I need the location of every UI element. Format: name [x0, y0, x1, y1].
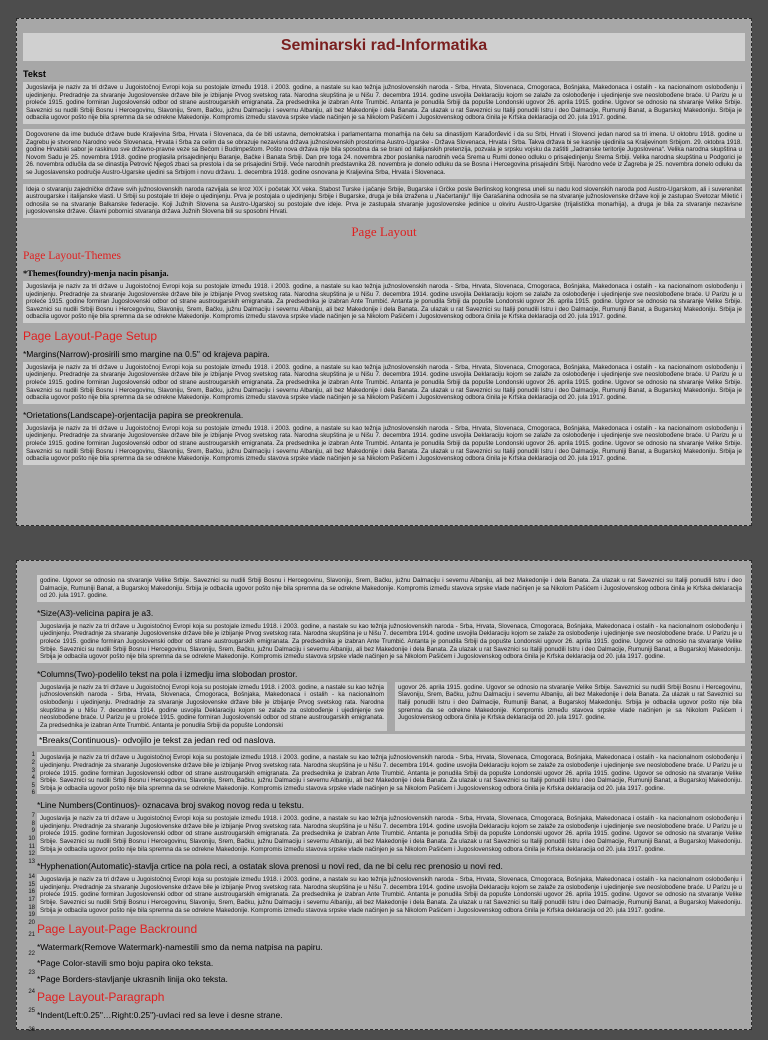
themes-note: *Themes(foundry)-menja nacin pisanja.	[23, 267, 169, 278]
line-numbered-block	[28, 874, 745, 926]
two-column-block	[37, 682, 745, 732]
background-heading: Page Layout-Page Backround	[37, 922, 198, 937]
body-paragraph: Jugoslavija je naziv za tri države u Jugoistočnoj Evropi koja su postojale između 1918. i 2003. godine, a nastale su kao težnja južnoslovenskih naroda - Srba, Hrvata, Slovenaca, Crnogoraca, Bošnjaka, Makedonaca i ostalih - ka nacionalnom oslobođenju i ujedinjenju. Predradnje za stvaranje Jugoslovenske države bile je izbijanje Prvog svetskog rata. Narodna skupština je u Nišu 7. decembra 1914. godine usvojila Deklaraciju kojom se zalaže za oslobođenje i ujedinjenje sve neoslobođene braće. U Parizu je u proleće 1915. godine formiran Jugoslovenski odbor od strane austrougarskih emigranata. Za predsednika je izabran Ante Trumbić. Antanta je ponudila Srbiji da popušte Londonski ugovor 26. aprila 1915. godine. Ugovor se odnosio na stvaranje Velike Srbije. Saveznici su nudili Srbiji Bosnu i Hercegovinu, Slavoniju, Srem, Bačku, južnu Dalmaciju i severnu Albaniju, ali bez Makedonije i dela Banata. Za ulazak u rat Saveznici su Italiji ponudili Istru i deo Dalmacije, Rumuniji Banat, a Bugarskoj Makedoniju. Srbija je odbacila ugovor pošto nije bila spremna da se odrekne Makedonije. Kompromis između stavova srpske vlade načinjen je sa Nikolom Pašićem i Jugoslovenskog odbora činila je Krfska deklaracija od 20. jula 1917. godine.	[23, 281, 745, 323]
indent-note: *Indent(Left:0.25"…Right:0.25")-uvlaci red sa leve i desne strane.	[37, 1010, 283, 1021]
page-setup-heading: Page Layout-Page Setup	[23, 328, 158, 343]
page-color-note: *Page Color-stavili smo boju papira oko teksta.	[37, 958, 214, 969]
size-note: *Size(A3)-velicina papira je a3.	[37, 607, 154, 618]
margins-note: *Margins(Narrow)-prosirili smo margine na 0.5" od krajeva papira.	[23, 348, 270, 359]
line-number-gutter: 21 22 23 24 25 26	[28, 932, 35, 1034]
tekst-heading: Tekst	[23, 69, 46, 79]
body-paragraph: Ideja o stvaranju zajedničke države svih južnoslovenskih naroda razvijala se kroz XIX i početak XX veka. Stabost Turske i jačanje Srbije, Bugarske i Grčke posle Berlinskog kongresa uneli su nadu kod slovenskih naroda pod Austro-Ugarskom, ali i suverenitet austrougarske i italijanske vlasti. U Srbiji su postojale tri ideje o ujedinjenju. Prva je postojala o ujedinjenju Srbije i Bugarske, druga je bila izražena u „Načertaniju“ Ilije Garašanina odnosila se na stvaranje južnoslovenske države koji je zastupao Svetozar Miletić i odnosila se na stvaranje Balkanske federacije. Koji Južnih Slovena sa Austro-Ugarskoj su postojale dve ideje. Prva je zastupala stvaranje jugoslovenske jedinice u okviru Austro-Ugarske (trijalistička monarhija), a druga je bila za stvaranje nezavisne jugoslovenske države. Glavni pobornici stvaranja država Južnih Slovena bili su sposobni Hrvati.	[23, 184, 745, 218]
body-paragraph: Jugoslavija je naziv za tri države u Jugoistočnoj Evropi koja su postojale između 1918. i 2003. godine, a nastale su kao težnja južnoslovenskih naroda - Srba, Hrvata, Slovenaca, Crnogoraca, Bošnjaka, Makedonaca i ostalih - ka nacionalnom oslobođenju i ujedinjenju. Predradnje za stvaranje Jugoslovenske države bile je izbijanje Prvog svetskog rata. Narodna skupština je u Nišu 7. decembra 1914. godine usvojila Deklaraciju kojom se zalaže za oslobođenje i ujedinjenje sve neoslobođene braće. U Parizu je u proleće 1915. godine formiran Jugoslovenski odbor od strane austrougarskih emigranata. Za predsednika je izabran Ante Trumbić. Antanta je ponudila Srbiji da popušte Londonski ugovor 26. aprila 1915. godine. Ugovor se odnosio na stvaranje Velike Srbije. Saveznici su nudili Srbiji Bosnu i Hercegovinu, Slavoniju, Srem, Bačku, južnu Dalmaciju i severnu Albaniju, ali bez Makedonije i dela Banata. Za ulazak u rat Saveznici su Italiji ponudili Istru i deo Dalmacije, Rumuniji Banat, a Bugarskoj Makedoniju. Srbija je odbacila ugovor pošto nije bila spremna da se odrekne Makedonije. Kompromis između stavova srpske vlade načinjen je sa Nikolom Pašićem i Jugoslovenskog odbora činila je Krfska deklaracija od 20. jula 1917. godine.	[23, 82, 745, 124]
body-paragraph: Jugoslavija je naziv za tri države u Jugoistočnoj Evropi koja su postojale između 1918. i 2003. godine, a nastale su kao težnja južnoslovenskih naroda - Srba, Hrvata, Slovenaca, Crnogoraca, Bošnjaka, Makedonaca i ostalih - ka nacionalnom oslobođenju i ujedinjenju. Predradnje za stvaranje Jugoslovenske države bile je izbijanje Prvog svetskog rata. Narodna skupština je u Nišu 7. decembra 1914. godine usvojila Deklaraciju kojom se zalaže za oslobođenje i ujedinjenje sve neoslobođene braće. U Parizu je u proleće 1915. godine formiran Jugoslovenski odbor od strane austrougarskih emigranata. Za predsednika je izabran Ante Trumbić. Antanta je ponudila Srbiji da popušte Londonski ugovor 26. aprila 1915. godine. Ugovor se odnosio na stvaranje Velike Srbije. Saveznici su nudili Srbiji Bosnu i Hercegovinu, Slavoniju, Srem, Bačku, južnu Dalmaciju i severnu Albaniju, ali bez Makedonije i dela Banata. Za ulazak u rat Saveznici su Italiji ponudili Istru i deo Dalmacije, Rumuniji Banat, a Bugarskoj Makedoniju. Srbija je odbacila ugovor pošto nije bila spremna da se odrekne Makedonije. Kompromis između stavova srpske vlade načinjen je sa Nikolom Pašićem i Jugoslovenskog odbora činila je Krfska deklaracija od 20. jula 1917. godine.	[23, 423, 745, 465]
hyphenation-note: *Hyphenation(Automatic)-stavlja crtice na pola reci, a ostatak slova prenosi u novi red, da ne bi celu rec prenosio u novi red.	[37, 861, 503, 872]
column-left: Jugoslavija je naziv za tri države u Jugoistočnoj Evropi koja su postojale između 1918. i 2003. godine, a nastale su kao težnja južnoslovenskih naroda - Srba, Hrvata, Slovenaca, Crnogoraca, Bošnjaka, Makedonaca i ostalih - ka nacionalnom oslobođenju i ujedinjenju. Predradnje za stvaranje Jugoslovenske države bile je izbijanje Prvog svetskog rata. Narodna skupština je u Nišu 7. decembra 1914. godine usvojila Deklaraciju kojom se zalaže za oslobođenje i ujedinjenje sve neoslobođene braće. U Parizu je u proleće 1915. godine formiran Jugoslovenski odbor od strane austrougarskih emigranata. Za predsednika je izabran Ante Trumbić. Antanta je ponudila Srbiji da popušte Londonski	[37, 682, 387, 732]
column-right: ugovor 26. aprila 1915. godine. Ugovor se odnosio na stvaranje Velike Srbije. Saveznici su nudili Srbiji Bosnu i Hercegovinu, Slavoniju, Srem, Bačku, južnu Dalmaciju i severnu Albaniju, ali bez Makedonije i dela Banata. Za ulazak u rat Saveznici su Italiji ponudili Istru i deo Dalmacije, Rumuniji Banat, a Bugarskoj Makedoniju. Srbija je odbacila ugovor pošto nije bila spremna da se odrekne Makedonije. Kompromis između stavova srpske vlade načinjen je sa Nikolom Pašićem i Jugoslovenskog odbora činila je Krfska deklaracija od 20. jula 1917. godine.	[395, 682, 745, 732]
body-paragraph: Jugoslavija je naziv za tri države u Jugoistočnoj Evropi koja su postojale između 1918. i 2003. godine, a nastale su kao težnja južnoslovenskih naroda - Srba, Hrvata, Slovenaca, Crnogoraca, Bošnjaka, Makedonaca i ostalih - ka nacionalnom oslobođenju i ujedinjenju. Predradnje za stvaranje Jugoslovenske države bile je izbijanje Prvog svetskog rata. Narodna skupština je u Nišu 7. decembra 1914. godine usvojila Deklaraciju kojom se zalaže za oslobođenje i ujedinjenje sve neoslobođene braće. U Parizu je u proleće 1915. godine formiran Jugoslovenski odbor od strane austrougarskih emigranata. Za predsednika je izabran Ante Trumbić. Antanta je ponudila Srbiji da popušte Londonski ugovor 26. aprila 1915. godine. Ugovor se odnosio na stvaranje Velike Srbije. Saveznici su nudili Srbiji Bosnu i Hercegovinu, Slavoniju, Srem, Bačku, južnu Dalmaciju i severnu Albaniju, ali bez Makedonije i dela Banata. Za ulazak u rat Saveznici su Italiji ponudili Istru i deo Dalmacije, Rumuniji Banat, a Bugarskoj Makedoniju. Srbija je odbacila ugovor pošto nije bila spremna da se odrekne Makedonije. Kompromis između stavova srpske vlade načinjen je sa Nikolom Pašićem i Jugoslovenskog odbora činila je Krfska deklaracija od 20. jula 1917. godine.	[37, 752, 745, 794]
line-numbered-block	[28, 813, 745, 865]
page-2-content	[28, 575, 745, 1034]
body-paragraph: Jugoslavija je naziv za tri države u Jugoistočnoj Evropi koja su postojale između 1918. i 2003. godine, a nastale su kao težnja južnoslovenskih naroda - Srba, Hrvata, Slovenaca, Crnogoraca, Bošnjaka, Makedonaca i ostalih - ka nacionalnom oslobođenju i ujedinjenju. Predradnje za stvaranje Jugoslovenske države bile je izbijanje Prvog svetskog rata. Narodna skupština je u Nišu 7. decembra 1914. godine usvojila Deklaraciju kojom se zalaže za oslobođenje i ujedinjenje sve neoslobođene braće. U Parizu je u proleće 1915. godine formiran Jugoslovenski odbor od strane austrougarskih emigranata. Za predsednika je izabran Ante Trumbić. Antanta je ponudila Srbiji da popušte Londonski ugovor 26. aprila 1915. godine. Ugovor se odnosio na stvaranje Velike Srbije. Saveznici su nudili Srbiji Bosnu i Hercegovinu, Slavoniju, Srem, Bačku, južnu Dalmaciju i severnu Albaniju, ali bez Makedonije i dela Banata. Za ulazak u rat Saveznici su Italiji ponudili Istru i deo Dalmacije, Rumuniji Banat, a Bugarskoj Makedoniju. Srbija je odbacila ugovor pošto nije bila spremna da se odrekne Makedonije. Kompromis između stavova srpske vlade načinjen je sa Nikolom Pašićem i Jugoslovenskog odbora činila je Krfska deklaracija od 20. jula 1917. godine.	[37, 813, 745, 855]
themes-heading: Page Layout-Themes	[23, 249, 122, 262]
document-page-1	[16, 18, 752, 526]
document-title: Seminarski rad-Informatika	[23, 33, 745, 61]
line-number-gutter: 14 15 16 17 18 19 20	[28, 874, 35, 926]
watermark-note: *Watermark(Remove Watermark)-namestili smo da nema natpisa na papiru.	[37, 942, 323, 953]
page-1-content	[23, 33, 745, 525]
body-paragraph: Dogovorene da ime buduće države bude Kraljevina Srba, Hrvata i Slovenaca, da će biti ustavna, demokratska i parlamentarna monarhija na čelu sa dinastijom Karađorđević i da su Srbi, Hrvati i Slovenci jedan narod sa tri imena. U oktobru 1918. godine u Zagrebu je stvoreno Narodno veće Slovenaca, Hrvata i Srba za celim da se obrazuje nezavisna država južnoslovenskih prostorima Austro-Ugarske - Država Slovenaca, Hrvata i Srba. Takva država bi se kasnije ujedinila sa Kraljevinom Srbijom. 29. oktobra 1918. godine Hrvatski sabor je raskinuo sve državno-pravne veze sa Bečom i Budimpeštom. Pošto nova država nije bila sposobna da se brani od italijanskih pretenzija, pozvala je srpsku vojsku da zaštiti „Jadranske teritorije Jugoslovena“. Velika narodna skupština u Novom Sadu je 25. novembra 1918. godine proglasila prisajedinjenju Baranje, Bačke i Banata Srbiji. Dan pre toga 24. novembra zbor poslanika narodnih veća Srema u Rumi doneo odluku o prisajedinjenju Srema Srbiji. Velika narodna skupština u Podgorici je 26. novembra odlučila da se dinastija Petrović Njegoš zbaci sa prestola i da se prisajedini Srbiji. Veće narodnih predstavnika 28. novembra je donelo odluku da se Bosna i Hercegovina prisajedini Srbiji. Narodno veće iz Zagreba je 25. novembra donelo odluku da se Jugoslavensko područje Austro-Ugarske ujedini sa Srbijom i novu državu. 1. decembra 1918. godine osnovana je Kraljevina Srba, Hrvata i Slovenaca.	[23, 129, 745, 179]
body-paragraph: godine. Ugovor se odnosio na stvaranje Velike Srbije. Saveznici su nudili Srbiji Bosnu i Hercegovinu, Slavoniju, Srem, Bačku, južnu Dalmaciju i severnu Albaniju, ali bez Makedonije i dela Banata. Za ulazak u rat Saveznici su Italiji ponudili Istru i deo Dalmacije, Rumuniji Banat, a Bugarskoj Makedoniju. Srbija je odbacila ugovor pošto nije bila spremna da se odrekne Makedonije. Kompromis između stavova srpske vlade načinjen je sa Nikolom Pašićem i Jugoslovenskog odbora činila je Krfska deklaracija od 20. jula 1917. godine.	[37, 575, 745, 602]
line-numbered-block	[31, 752, 745, 797]
paragraph-heading: Page Layout-Paragraph	[37, 990, 165, 1005]
page-borders-note: *Page Borders-stavljanje ukrasnih linija oko teksta.	[37, 974, 228, 985]
body-paragraph: Jugoslavija je naziv za tri države u Jugoistočnoj Evropi koja su postojale između 1918. i 2003. godine, a nastale su kao težnja južnoslovenskih naroda - Srba, Hrvata, Slovenaca, Crnogoraca, Bošnjaka, Makedonaca i ostalih - ka nacionalnom oslobođenju i ujedinjenju. Predradnje za stvaranje Jugoslovenske države bile je izbijanje Prvog svetskog rata. Narodna skupština je u Nišu 7. decembra 1914. godine usvojila Deklaraciju kojom se zalaže za oslobođenje i ujedinjenje sve neoslobođene braće. U Parizu je u proleće 1915. godine formiran Jugoslovenski odbor od strane austrougarskih emigranata. Za predsednika je izabran Ante Trumbić. Antanta je ponudila Srbiji da popušte Londonski ugovor 26. aprila 1915. godine. Ugovor se odnosio na stvaranje Velike Srbije. Saveznici su nudili Srbiji Bosnu i Hercegovinu, Slavoniju, Srem, Bačku, južnu Dalmaciju i severnu Albaniju, ali bez Makedonije i dela Banata. Za ulazak u rat Saveznici su Italiji ponudili Istru i deo Dalmacije, Rumuniji Banat, a Bugarskoj Makedoniju. Srbija je odbacila ugovor pošto nije bila spremna da se odrekne Makedonije. Kompromis između stavova srpske vlade načinjen je sa Nikolom Pašićem i Jugoslovenskog odbora činila je Krfska deklaracija od 20. jula 1917. godine.	[23, 362, 745, 404]
breaks-note: *Breaks(Continuous)- odvojilo je tekst za jedan red od naslova.	[37, 734, 745, 746]
line-numbers-note: *Line Numbers(Continuos)- oznacava broj svakog novog reda u tekstu.	[37, 800, 304, 811]
line-number-gutter: 1 2 3 4 5 6	[31, 752, 35, 797]
body-paragraph: Jugoslavija je naziv za tri države u Jugoistočnoj Evropi koja su postojale između 1918. i 2003. godine, a nastale su kao težnja južnoslovenskih naroda - Srba, Hrvata, Slovenaca, Crnogoraca, Bošnjaka, Makedonaca i ostalih - ka nacionalnom oslobođenju i ujedinjenju. Predradnje za stvaranje Jugoslovenske države bile je izbijanje Prvog svetskog rata. Narodna skupština je u Nišu 7. decembra 1914. godine usvojila Deklaraciju kojom se zalaže za oslobođenje i ujedinjenje sve neoslobođene braće. U Parizu je u proleće 1915. godine formiran Jugoslovenski odbor od strane austrougarskih emigranata. Za predsednika je izabran Ante Trumbić. Antanta je ponudila Srbiji da popušte Londonski ugovor 26. aprila 1915. godine. Ugovor se odnosio na stvaranje Velike Srbije. Saveznici su nudili Srbiji Bosnu i Hercegovinu, Slavoniju, Srem, Bačku, južnu Dalmaciju i severnu Albaniju, ali bez Makedonije i dela Banata. Za ulazak u rat Saveznici su Italiji ponudili Istru i deo Dalmacije, Rumuniji Banat, a Bugarskoj Makedoniju. Srbija je odbacila ugovor pošto nije bila spremna da se odrekne Makedonije. Kompromis između stavova srpske vlade načinjen je sa Nikolom Pašićem i Jugoslovenskog odbora činila je Krfska deklaracija od 20. jula 1917. godine.	[37, 874, 745, 916]
document-page-2	[16, 560, 752, 1034]
columns-note: *Columns(Two)-podelilo tekst na pola i izmedju ima slobodan prostor.	[37, 668, 298, 679]
orientation-note: *Orietations(Landscape)-orjentacija papira se preokrenula.	[23, 409, 244, 420]
line-numbered-block	[28, 922, 745, 1034]
line-number-gutter: 7 8 9 10 11 12 13	[28, 813, 35, 865]
body-paragraph: Jugoslavija je naziv za tri države u Jugoistočnoj Evropi koja su postojale između 1918. i 2003. godine, a nastale su kao težnja južnoslovenskih naroda - Srba, Hrvata, Slovenaca, Crnogoraca, Bošnjaka, Makedonaca i ostalih - ka nacionalnom oslobođenju i ujedinjenju. Predradnje za stvaranje Jugoslovenske države bile je izbijanje Prvog svetskog rata. Narodna skupština je u Nišu 7. decembra 1914. godine usvojila Deklaraciju kojom se zalaže za oslobođenje i ujedinjenje sve neoslobođene braće. U Parizu je u proleće 1915. godine formiran Jugoslovenski odbor od strane austrougarskih emigranata. Za predsednika je izabran Ante Trumbić. Antanta je ponudila Srbiji da popušte Londonski ugovor 26. aprila 1915. godine. Ugovor se odnosio na stvaranje Velike Srbije. Saveznici su nudili Srbiji Bosnu i Hercegovinu, Slavoniju, Srem, Bačku, južnu Dalmaciju i severnu Albaniju, ali bez Makedonije i dela Banata. Za ulazak u rat Saveznici su Italiji ponudili Istru i deo Dalmacije, Rumuniji Banat, a Bugarskoj Makedoniju. Srbija je odbacila ugovor pošto nije bila spremna da se odrekne Makedonije. Kompromis između stavova srpske vlade načinjen je sa Nikolom Pašićem i Jugoslovenskog odbora činila je Krfska deklaracija od 20. jula 1917. godine.	[37, 621, 745, 663]
page-layout-title: Page Layout	[351, 223, 417, 239]
